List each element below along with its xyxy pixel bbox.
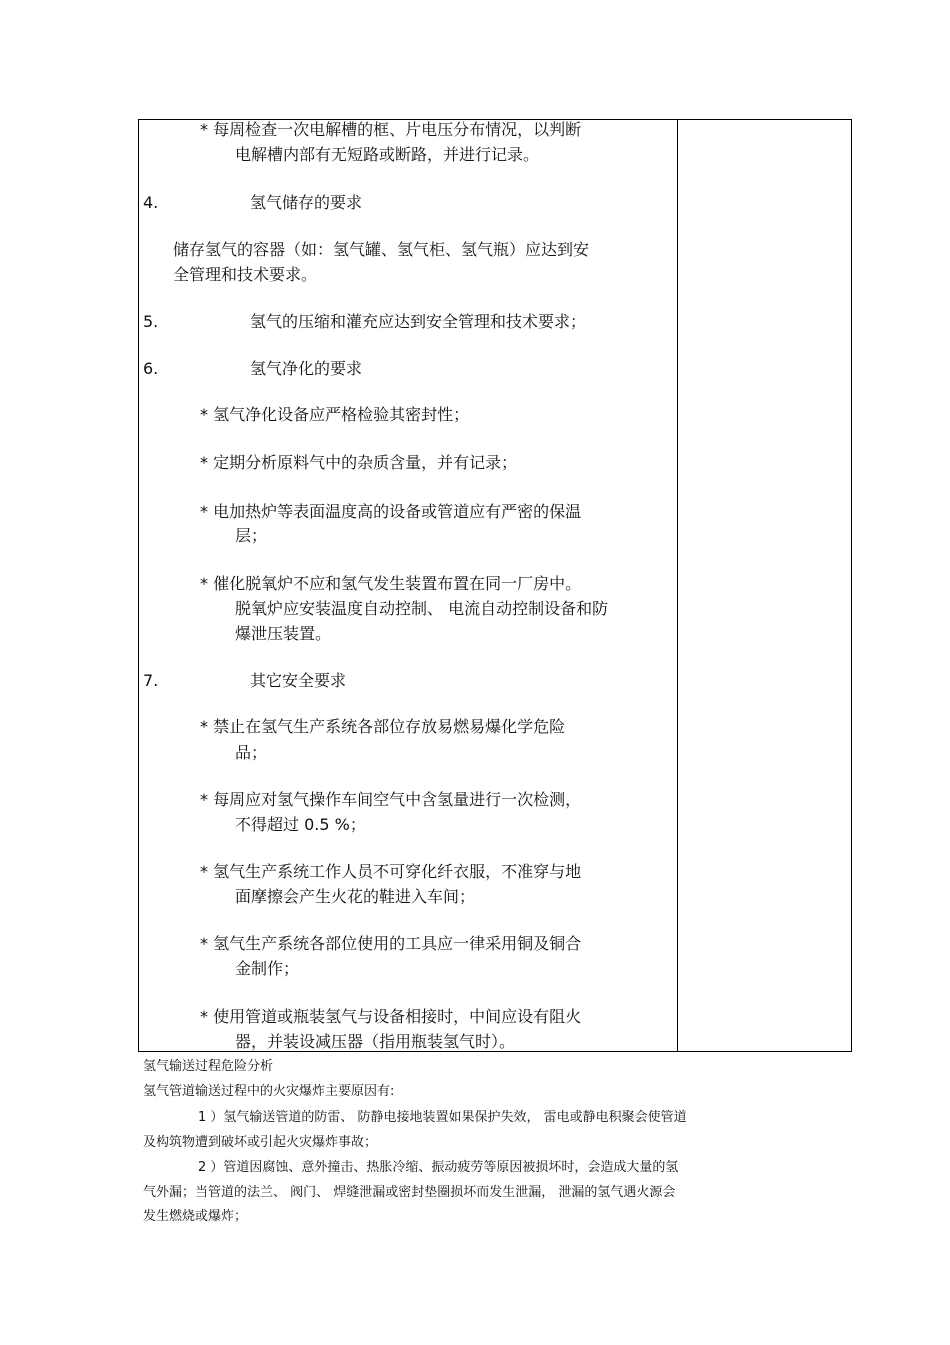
bullet-insulation: * 电加热炉等表面温度高的设备或管道应有严密的保温 xyxy=(200,502,582,521)
transport-cause-1: 1 ）氢气输送管道的防雷、 防静电接地装置如果保护失效， 雷电或静电积聚会使管道 xyxy=(198,1110,687,1125)
section-number-5: 5. xyxy=(143,312,159,331)
storage-paragraph-cont: 全管理和技术要求。 xyxy=(173,265,318,284)
bullet-impurity-analysis: * 定期分析原料气中的杂质含量，并有记录； xyxy=(200,453,518,472)
bullet-hydrogen-detection-cont: 不得超过 0.5 %； xyxy=(235,815,366,834)
storage-paragraph: 储存氢气的容器（如：氢气罐、氢气柜、氢气瓶）应达到安 xyxy=(173,240,590,259)
transport-intro: 氢气管道输送过程中的火灾爆炸主要原因有: xyxy=(143,1084,395,1099)
bullet-deoxidizer-cont-2: 爆泄压装置。 xyxy=(235,624,332,643)
bullet-deoxidizer: * 催化脱氧炉不应和氢气发生装置布置在同一厂房中。 xyxy=(200,574,582,593)
section-number-7: 7. xyxy=(143,671,159,690)
bullet-copper-tools-cont: 金制作； xyxy=(235,959,300,978)
transport-cause-2-cont-1: 气外漏；当管道的法兰、 阀门、 焊缝泄漏或密封垫圈损坏而发生泄漏， 泄漏的氢气遇火源会 xyxy=(143,1185,676,1200)
bullet-deoxidizer-cont-1: 脱氧炉应安装温度自动控制、 电流自动控制设备和防 xyxy=(235,599,609,618)
transport-cause-2: 2 ）管道因腐蚀、意外撞击、热胀冷缩、振动疲劳等原因被损坏时，会造成大量的氢 xyxy=(198,1160,679,1175)
bullet-no-flammables-cont: 品； xyxy=(235,743,268,762)
bullet-clothing-cont: 面摩擦会产生火花的鞋进入车间； xyxy=(235,887,476,906)
section-number-6: 6. xyxy=(143,359,159,378)
section-title-transport: 氢气输送过程危险分析 xyxy=(143,1059,274,1074)
section-heading-purification: 氢气净化的要求 xyxy=(250,359,363,378)
bullet-electrolyzer-check-cont: 电解槽内部有无短路或断路，并进行记录。 xyxy=(235,145,540,164)
bullet-no-flammables: * 禁止在氢气生产系统各部位存放易燃易爆化学危险 xyxy=(200,717,566,736)
transport-cause-2-cont-2: 发生燃烧或爆炸； xyxy=(143,1209,248,1224)
bullet-hydrogen-detection: * 每周应对氢气操作车间空气中含氢量进行一次检测， xyxy=(200,790,582,809)
section-heading-storage: 氢气储存的要求 xyxy=(250,193,363,212)
section-heading-compression: 氢气的压缩和灌充应达到安全管理和技术要求； xyxy=(250,312,587,331)
bullet-purification-seal: * 氢气净化设备应严格检验其密封性； xyxy=(200,405,470,424)
section-number-4: 4. xyxy=(143,193,159,212)
bullet-flame-arrester: * 使用管道或瓶装氢气与设备相接时，中间应设有阻火 xyxy=(200,1007,582,1026)
transport-cause-1-cont: 及构筑物遭到破坏或引起火灾爆炸事故； xyxy=(143,1135,378,1150)
bullet-clothing: * 氢气生产系统工作人员不可穿化纤衣服，不准穿与地 xyxy=(200,862,582,881)
table-column-divider xyxy=(677,120,678,1051)
bullet-copper-tools: * 氢气生产系统各部位使用的工具应一律采用铜及铜合 xyxy=(200,934,582,953)
bullet-insulation-cont: 层； xyxy=(235,526,268,545)
section-heading-other: 其它安全要求 xyxy=(250,671,347,690)
bullet-electrolyzer-check: * 每周检查一次电解槽的框、片电压分布情况，以判断 xyxy=(200,120,582,139)
bullet-flame-arrester-cont: 器，并装设减压器（指用瓶装氢气时）。 xyxy=(235,1032,516,1051)
